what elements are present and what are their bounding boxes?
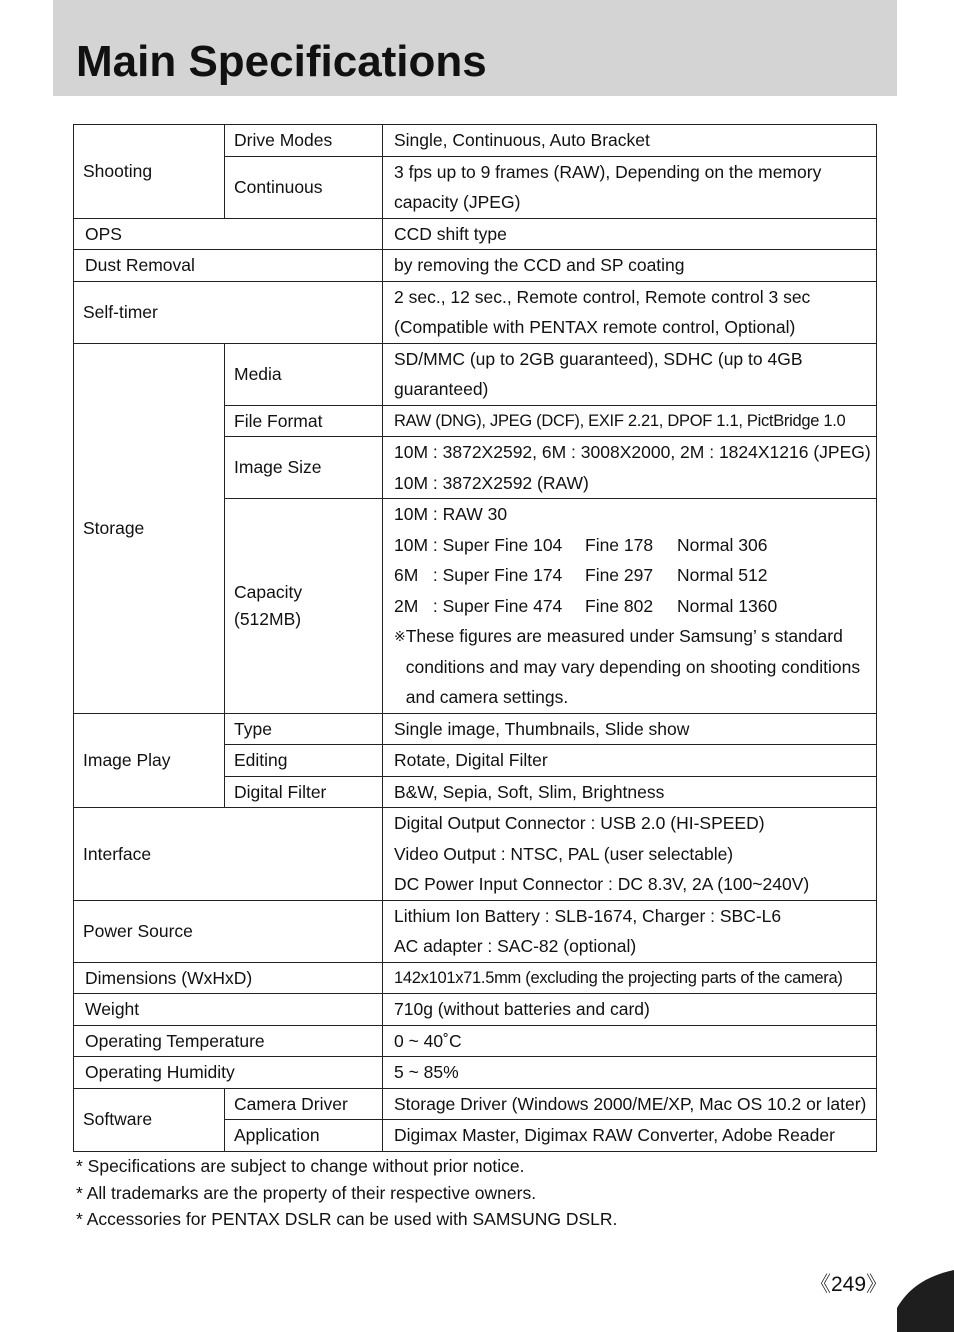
note-mark: ※ [394,628,406,644]
value-operating-humidity: 5 ~ 85% [383,1057,877,1089]
capacity-normal: Normal 1360 [677,595,778,616]
value-continuous [383,156,877,218]
capacity-label-size: (512MB) [234,608,302,629]
category-dimensions: Dimensions (WxHxD) [74,962,383,994]
value-interface [383,808,877,901]
value-line: AC adapter : SAC-82 (optional) [394,936,637,956]
value-type: Single image, Thumbnails, Slide show [383,713,877,745]
table-row [74,218,877,250]
footnotes [76,1153,617,1233]
value-dust-removal: by removing the CCD and SP coating [383,250,877,282]
table-row [74,1057,877,1089]
capacity-row [394,530,876,561]
value-line: SD/MMC (up to 2GB guaranteed), SDHC (up to 4GB [394,348,803,369]
corner-tab-decoration [897,1270,954,1332]
sub-camera-driver: Camera Driver [225,1088,383,1120]
value-drive-modes: Single, Continuous, Auto Bracket [383,125,877,157]
table-row [74,713,877,745]
value-image-size [383,437,877,499]
value-capacity [383,499,877,714]
value-line: 2 sec., 12 sec., Remote control, Remote control 3 sec [394,286,811,307]
category-weight: Weight [74,994,383,1026]
category-power-source: Power Source [74,900,383,962]
category-dust-removal: Dust Removal [74,250,383,282]
value-camera-driver: Storage Driver (Windows 2000/ME/XP, Mac OS 10.2 or later) [383,1088,877,1120]
spec-table [73,124,877,1152]
value-line: Video Output : NTSC, PAL (user selectable) [394,843,734,864]
category-software: Software [74,1088,225,1151]
table-row [74,962,877,994]
sub-type: Type [225,713,383,745]
value-line: Digital Output Connector : USB 2.0 (HI-SPEED) [394,813,765,833]
capacity-fine: Fine 802 [585,595,654,616]
value-power-source [383,900,877,962]
capacity-superfine: 2M : Super Fine 474 [394,595,563,616]
capacity-label: Capacity [234,581,303,602]
capacity-fine: Fine 178 [585,534,654,555]
capacity-normal: Normal 306 [677,534,768,555]
page-title: Main Specifications [76,37,487,86]
capacity-note [394,621,876,713]
value-line: (Compatible with PENTAX remote control, Optional) [394,317,796,337]
footnote: * Specifications are subject to change without prior notice. [76,1156,525,1176]
sub-media: Media [225,343,383,405]
sub-capacity [225,499,383,714]
capacity-fine: Fine 297 [585,565,654,585]
table-row [74,343,877,405]
title-band [53,0,897,96]
category-shooting: Shooting [74,125,225,219]
value-line: 10M : 3872X2592, 6M : 3008X2000, 2M : 1824X1216 (JPEG) [394,442,871,462]
value-self-timer [383,281,877,343]
sub-continuous: Continuous [225,156,383,218]
table-row [74,125,877,157]
value-dimensions: 142x101x71.5mm (excluding the projecting parts of the camera) [383,962,877,994]
page-number: 《249》 [810,1273,888,1296]
value-application: Digimax Master, Digimax RAW Converter, Adobe Reader [383,1120,877,1152]
value-line: guaranteed) [394,379,489,399]
value-weight: 710g (without batteries and card) [383,994,877,1026]
value-editing: Rotate, Digital Filter [383,745,877,777]
sub-digital-filter: Digital Filter [225,776,383,808]
category-operating-humidity: Operating Humidity [74,1057,383,1089]
note-text: These figures are measured under Samsung’ s standard conditions and may vary depending on shooting conditions and camera settings. [405,626,861,707]
value-line: 3 fps up to 9 frames (RAW), Depending on the memory [394,161,822,182]
value-line: DC Power Input Connector : DC 8.3V, 2A (100~240V) [394,874,810,894]
capacity-superfine: 6M : Super Fine 174 [394,565,563,585]
category-storage: Storage [74,343,225,713]
category-image-play: Image Play [74,713,225,808]
table-row [74,1088,877,1120]
sub-file-format: File Format [225,405,383,437]
capacity-superfine: 10M : Super Fine 104 [394,534,563,555]
capacity-normal: Normal 512 [677,565,768,585]
sub-drive-modes: Drive Modes [225,125,383,157]
value-ops: CCD shift type [383,218,877,250]
table-row [74,994,877,1026]
value-digital-filter: B&W, Sepia, Soft, Slim, Brightness [383,776,877,808]
table-row [74,900,877,962]
value-media [383,343,877,405]
value-line: Lithium Ion Battery : SLB-1674, Charger : SBC-L6 [394,905,782,926]
value-operating-temperature: 0 ~ 40˚C [383,1025,877,1057]
category-ops: OPS [74,218,383,250]
sub-application: Application [225,1120,383,1152]
value-line: capacity (JPEG) [394,192,521,212]
footnote: * All trademarks are the property of their respective owners. [76,1182,537,1203]
capacity-row [394,560,876,591]
value-line: 10M : 3872X2592 (RAW) [394,472,589,493]
value-file-format: RAW (DNG), JPEG (DCF), EXIF 2.21, DPOF 1.1, PictBridge 1.0 [383,405,877,437]
footnote: * Accessories for PENTAX DSLR can be used with SAMSUNG DSLR. [76,1209,618,1229]
category-operating-temperature: Operating Temperature [74,1025,383,1057]
capacity-row [394,591,876,622]
capacity-raw: 10M : RAW 30 [394,504,508,524]
category-interface: Interface [74,808,383,901]
sub-image-size: Image Size [225,437,383,499]
table-row [74,1025,877,1057]
category-self-timer: Self-timer [74,281,383,343]
sub-editing: Editing [225,745,383,777]
table-row [74,808,877,901]
table-row [74,250,877,282]
table-row [74,281,877,343]
